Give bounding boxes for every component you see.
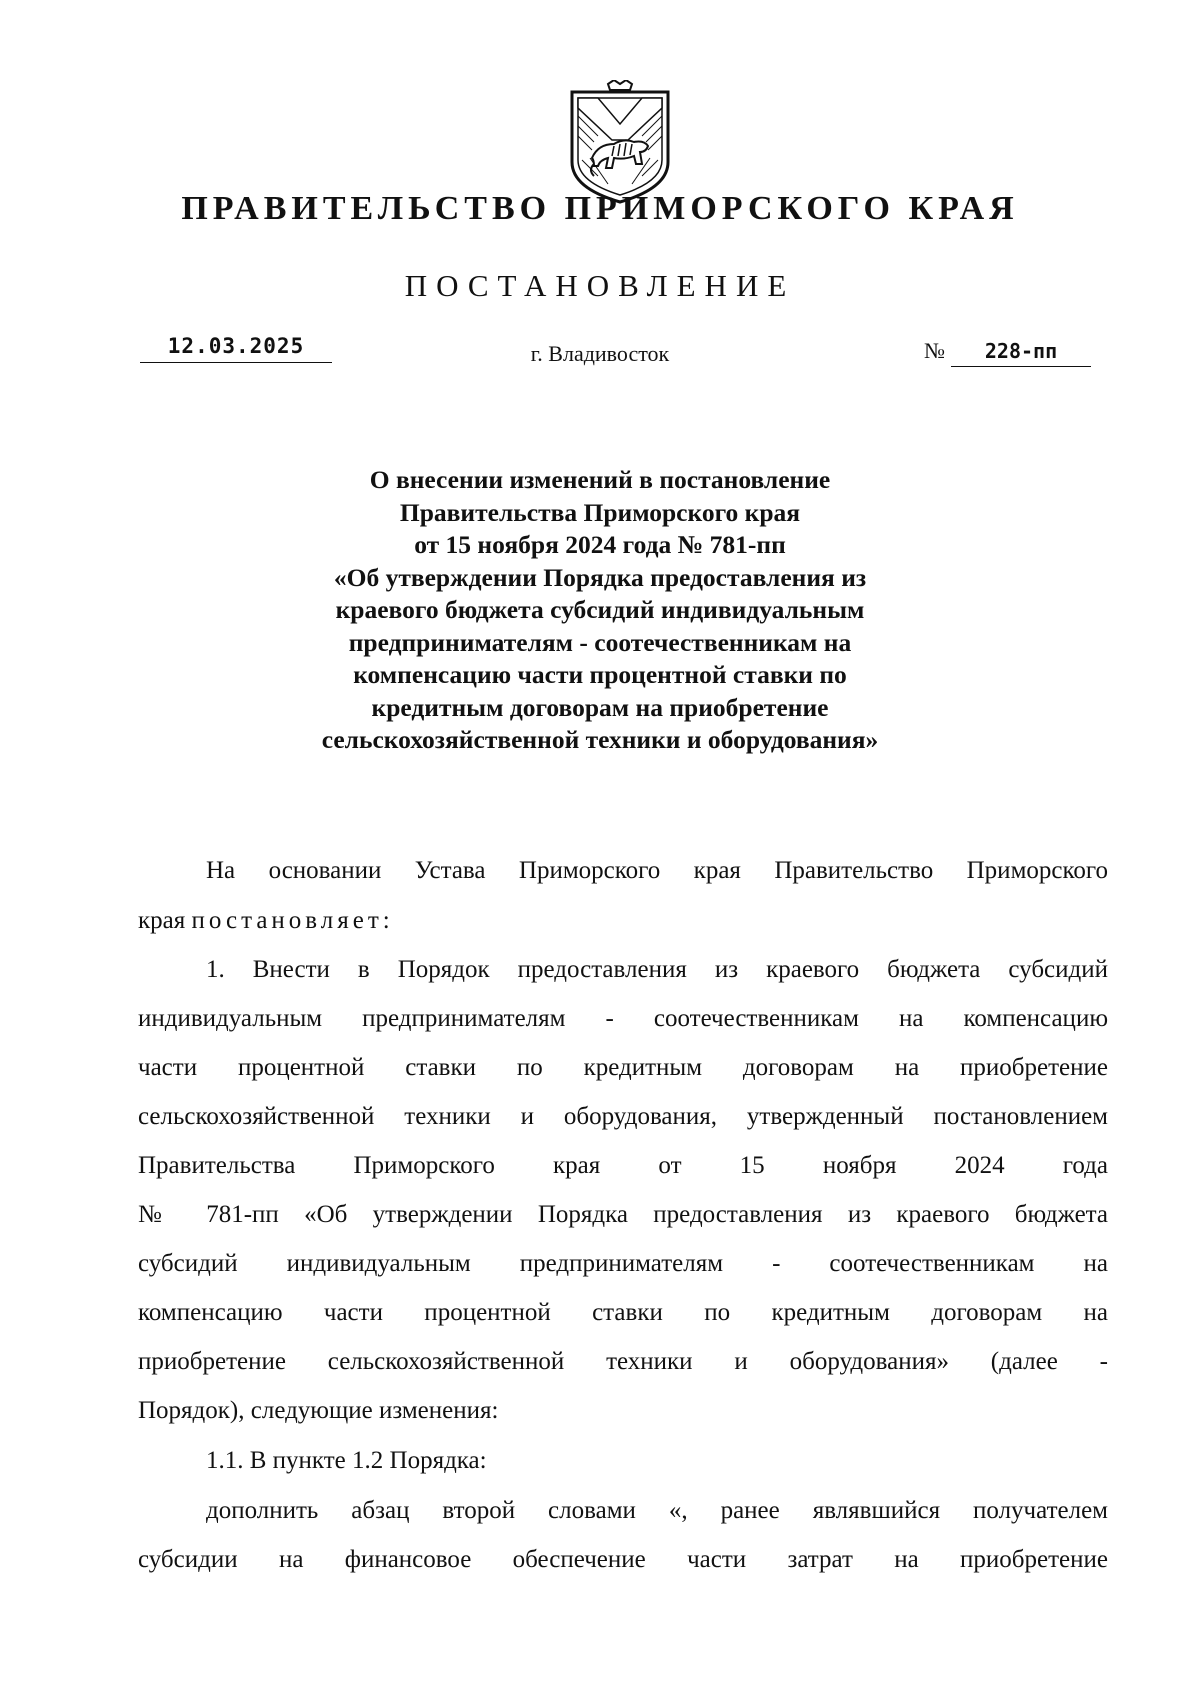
subject-line: предпринимателям - соотечественникам на [348, 627, 852, 657]
document-number [924, 338, 1102, 367]
body-line: компенсацию части процентной ставки по кредитным договорам на [138, 1299, 1108, 1326]
body-line: 1.1. В пункте 1.2 Порядка: [206, 1447, 487, 1474]
body-line: На основании Устава Приморского края Правительство Приморского [206, 857, 1108, 884]
subject-line: компенсацию части процентной ставки по [353, 660, 847, 689]
subject-line: кредитным договорам на приобретение [371, 692, 829, 722]
number-sign: № [924, 338, 945, 363]
body-line: сельскохозяйственной техники и оборудования, утвержденный постановлением [138, 1103, 1108, 1130]
subject-line: от 15 ноября 2024 года № 781-пп [414, 530, 786, 559]
document-subject [170, 464, 1030, 757]
body-line: индивидуальным предпринимателям - соотечественникам на компенсацию [138, 1005, 1108, 1032]
body-line: № 781-пп «Об утверждении Порядка предоставления из краевого бюджета [138, 1201, 1108, 1228]
subject-line: сельскохозяйственной техники и оборудования» [321, 725, 879, 754]
coat-of-arms-icon [568, 80, 672, 204]
subject-line: краевого бюджета субсидий индивидуальным [335, 595, 865, 624]
body-line [138, 906, 1108, 936]
body-line: 1. Внести в Порядок предоставления из краевого бюджета субсидий [206, 956, 1108, 983]
number-value: 228-пп [951, 339, 1091, 367]
subject-line: «Об утверждении Порядка предоставления из [333, 562, 867, 592]
document-city: г. Владивосток [530, 341, 670, 366]
body-line: дополнить абзац второй словами «, ранее являвшийся получателем [206, 1497, 1108, 1524]
body-text-spaced: постановляет: [191, 907, 394, 934]
document-type: ПОСТАНОВЛЕНИЕ [404, 268, 796, 303]
body-line: субсидий индивидуальным предпринимателям - соотечественникам на [138, 1250, 1108, 1277]
subject-line: О внесении изменений в постановление [369, 465, 831, 494]
body-line: Правительства Приморского края от 15 ноября 2024 года [138, 1152, 1108, 1179]
body-line: субсидии на финансовое обеспечение части затрат на приобретение [138, 1546, 1108, 1573]
body-text: края [138, 907, 186, 934]
body-line: Порядок), следующие изменения: [138, 1397, 499, 1424]
subject-line: Правительства Приморского края [399, 497, 801, 527]
document-date: 12.03.2025 [140, 334, 332, 363]
body-line: приобретение сельскохозяйственной техники и оборудования» (далее - [138, 1348, 1108, 1375]
body-line: части процентной ставки по кредитным договорам на приобретение [138, 1054, 1108, 1081]
government-title: ПРАВИТЕЛЬСТВО ПРИМОРСКОГО КРАЯ [181, 190, 1019, 227]
